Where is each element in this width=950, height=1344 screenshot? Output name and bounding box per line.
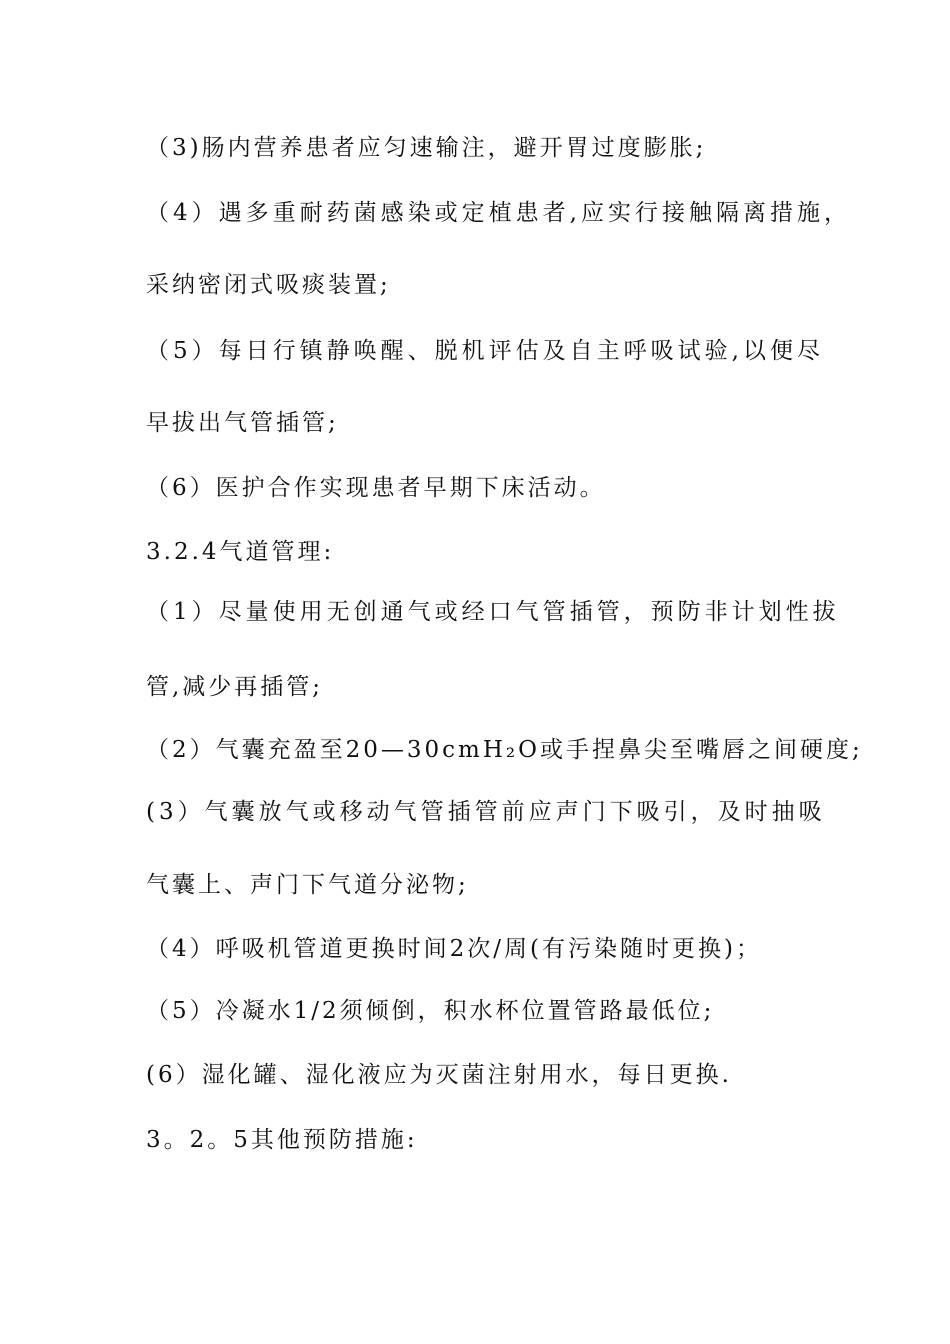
text-line: （6）医护合作实现患者早期下床活动。 bbox=[146, 475, 606, 501]
text-line: （2）气囊充盈至20—30cmH₂O或手捏鼻尖至嘴唇之间硬度; bbox=[146, 737, 863, 763]
text-line: （5）每日行镇静唤醒、脱机评估及自主呼吸试验,以便尽 bbox=[146, 338, 824, 364]
text-line: （5）冷凝水1/2须倾倒，积水杯位置管路最低位; bbox=[146, 998, 715, 1024]
text-line: 管,减少再插管; bbox=[146, 674, 324, 700]
text-line: 采纳密闭式吸痰装置; bbox=[146, 272, 391, 298]
text-line: （1）尽量使用无创通气或经口气管插管，预防非计划性拔 bbox=[146, 599, 840, 625]
text-line: （4）遇多重耐药菌感染或定植患者,应实行接触隔离措施， bbox=[146, 200, 851, 226]
text-line: (3）气囊放气或移动气管插管前应声门下吸引，及时抽吸 bbox=[146, 799, 826, 825]
text-line: 早拔出气管插管; bbox=[146, 410, 339, 436]
text-line: （3)肠内营养患者应匀速输注，避开胃过度膨胀; bbox=[146, 135, 707, 161]
text-line: 气囊上、声门下气道分泌物; bbox=[146, 872, 469, 898]
text-line: (6）湿化罐、湿化液应为灭菌注射用水，每日更换. bbox=[146, 1062, 732, 1088]
section-heading: 3。2。5其他预防措施: bbox=[146, 1127, 418, 1153]
section-heading: 3.2.4气道管理: bbox=[146, 539, 335, 565]
text-line: （4）呼吸机管道更换时间2次/周(有污染随时更换)； bbox=[146, 936, 762, 962]
